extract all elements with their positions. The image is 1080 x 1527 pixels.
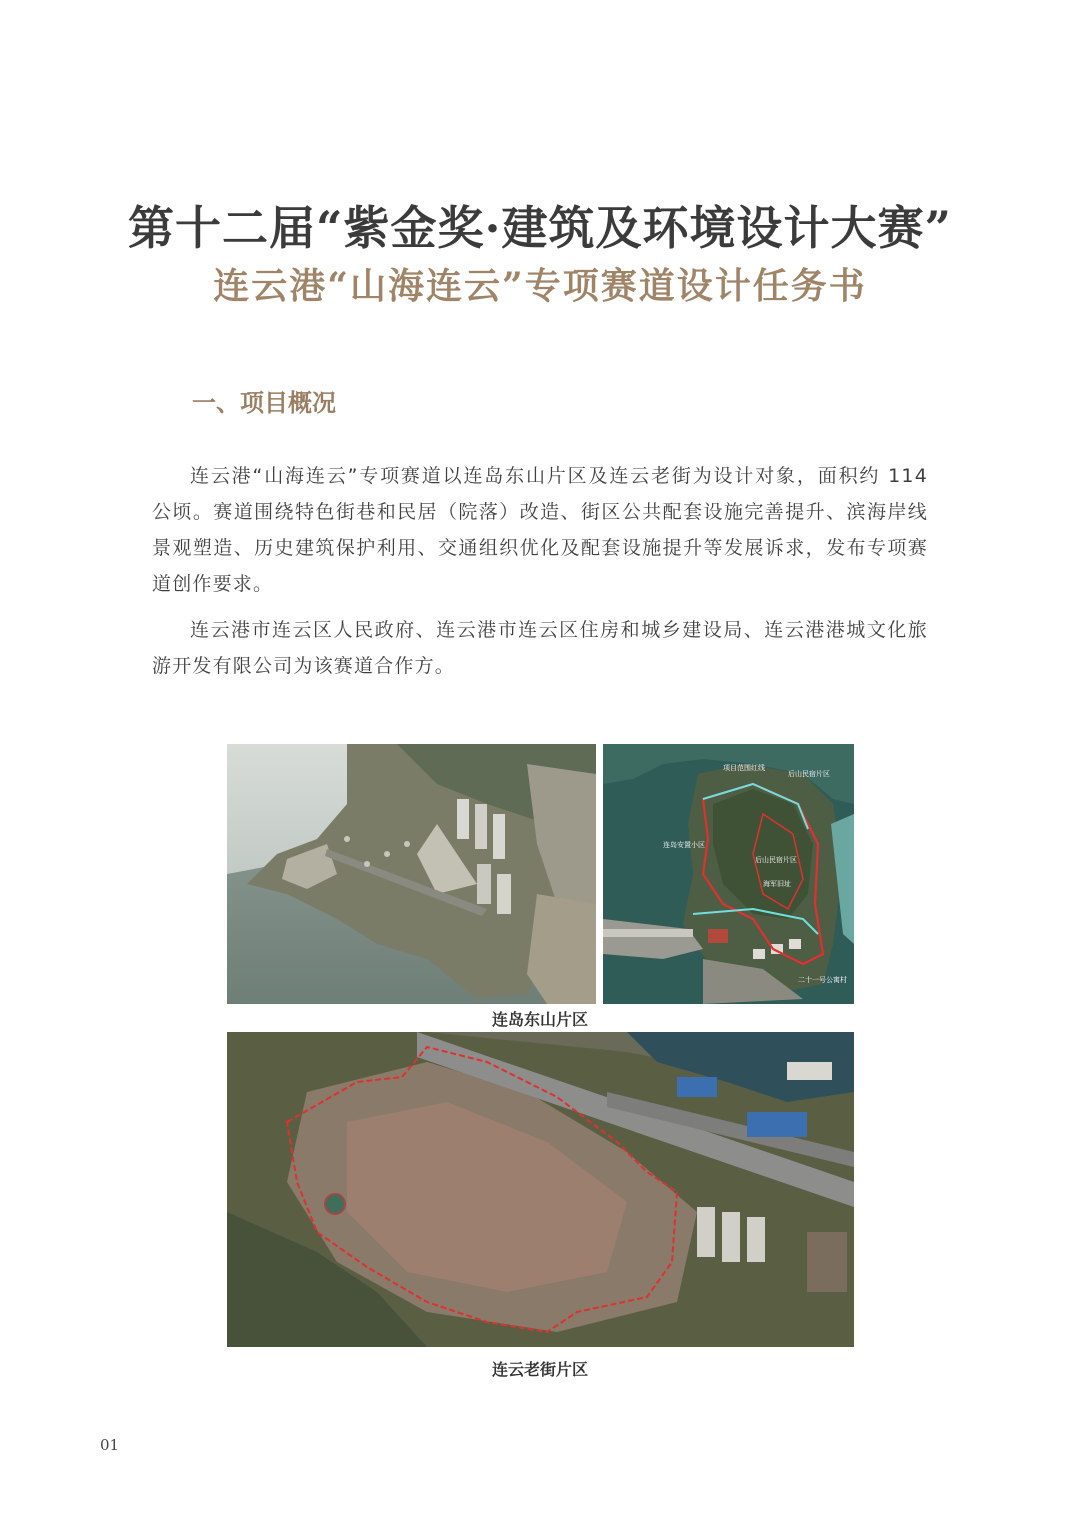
page-number: 01 <box>100 1436 120 1454</box>
map-label-1: 项目范围红线 <box>723 764 765 772</box>
paragraph-partners: 连云港市连云区人民政府、连云港市连云区住房和城乡建设局、连云港港城文化旅游开发有限公司为该赛道合作方。 <box>152 619 928 677</box>
section-heading: 一、项目概况 <box>192 389 336 417</box>
caption-old-street: 连云老街片区 <box>491 1360 588 1379</box>
satellite-map-lian-island <box>603 744 854 1004</box>
map-label-5: 海军旧址 <box>763 880 791 888</box>
caption-lian-island: 连岛东山片区 <box>491 1010 588 1029</box>
aerial-photo-lian-island <box>227 744 596 1004</box>
map-label-6: 二十一号公寓村 <box>798 976 847 984</box>
document-title: 第十二届“紫金奖·建筑及环境设计大赛” <box>128 201 952 255</box>
document-subtitle: 连云港“山海连云”专项赛道设计任务书 <box>213 265 867 307</box>
satellite-map-old-street <box>227 1032 854 1347</box>
map-label-2: 后山民宿片区 <box>788 770 830 778</box>
paragraph-overview: 连云港“山海连云”专项赛道以连岛东山片区及连云老街为设计对象，面积约 114 公顷。赛道围绕特色街巷和民居（院落）改造、街区公共配套设施完善提升、滨海岸线景观塑造、历史建筑保护利用、交通组织优化及配套设施提升等发展诉求，发布专项赛道创作要求。 <box>152 465 928 595</box>
map-label-3: 连岛安置小区 <box>663 841 705 849</box>
map-label-4: 后山民宿片区 <box>755 856 797 864</box>
